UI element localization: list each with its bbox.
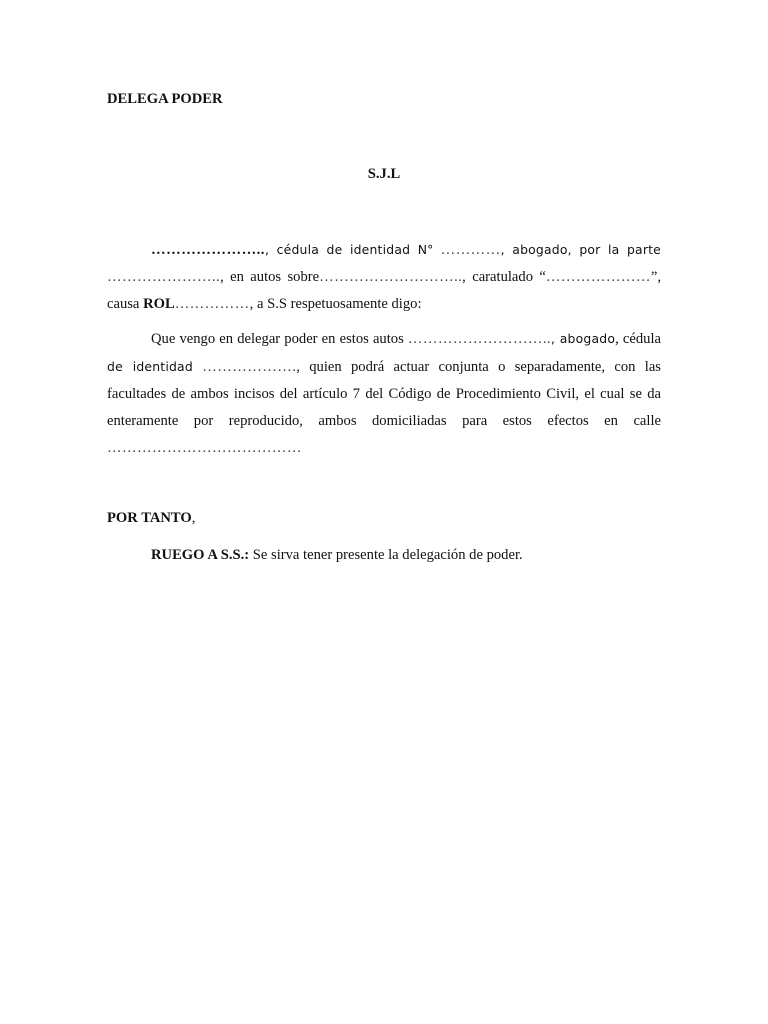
causa-text: causa	[107, 296, 144, 312]
por-tanto-label: POR TANTO	[107, 510, 192, 526]
rol-label: ROL	[143, 296, 175, 312]
court-heading: S.J.L	[367, 166, 401, 182]
identity-blank: ……………….	[202, 359, 297, 375]
paragraph-delegation	[107, 325, 661, 462]
document-title: DELEGA PODER	[107, 91, 223, 107]
paragraph-appearance	[107, 236, 661, 318]
lawyer-blank: ………………………..	[407, 331, 551, 347]
party-blank: …………………..	[107, 269, 221, 285]
faculties-text: quien podrá actuar conjunta o separadamente, con las facultades de ambos incisos del artículo 7 del Código de Procedimiento Civil, el cual se da enteramente por reproducido, ambos domiciliadas para estos efectos en calle	[107, 359, 661, 429]
request-text: , a S.S respetuosamente digo:	[249, 296, 422, 312]
address-blank: …………………………………	[107, 440, 302, 456]
por-tanto-comma: ,	[191, 510, 196, 526]
ruego-label: RUEGO A S.S.:	[151, 547, 250, 563]
caption-label-text: , caratulado “	[462, 269, 546, 285]
name-blank: …………………..	[151, 242, 265, 258]
id-label-text: , cédula de identidad N°	[264, 242, 434, 257]
rol-blank: ……………	[174, 296, 250, 312]
ruego-line	[107, 547, 661, 564]
caption-close-text: ”,	[650, 269, 661, 285]
identity-label-text: de identidad	[107, 359, 193, 374]
comma-text: ,	[296, 359, 300, 375]
ruego-text: Se sirva tener presente la delegación de poder.	[249, 547, 523, 563]
lawyer-label-text: , abogado	[550, 331, 616, 346]
caption-blank: …………………	[545, 269, 651, 285]
matter-label-text: , en autos sobre	[220, 269, 320, 285]
id-number-blank: …………	[440, 242, 501, 258]
delegation-text: Que vengo en delegar poder en estos autos	[151, 331, 404, 347]
matter-blank: ………………………..	[319, 269, 463, 285]
cedula-label-text: , cédula	[615, 331, 661, 347]
party-label-text: , abogado, por la parte	[500, 242, 661, 257]
por-tanto-line	[107, 510, 195, 527]
